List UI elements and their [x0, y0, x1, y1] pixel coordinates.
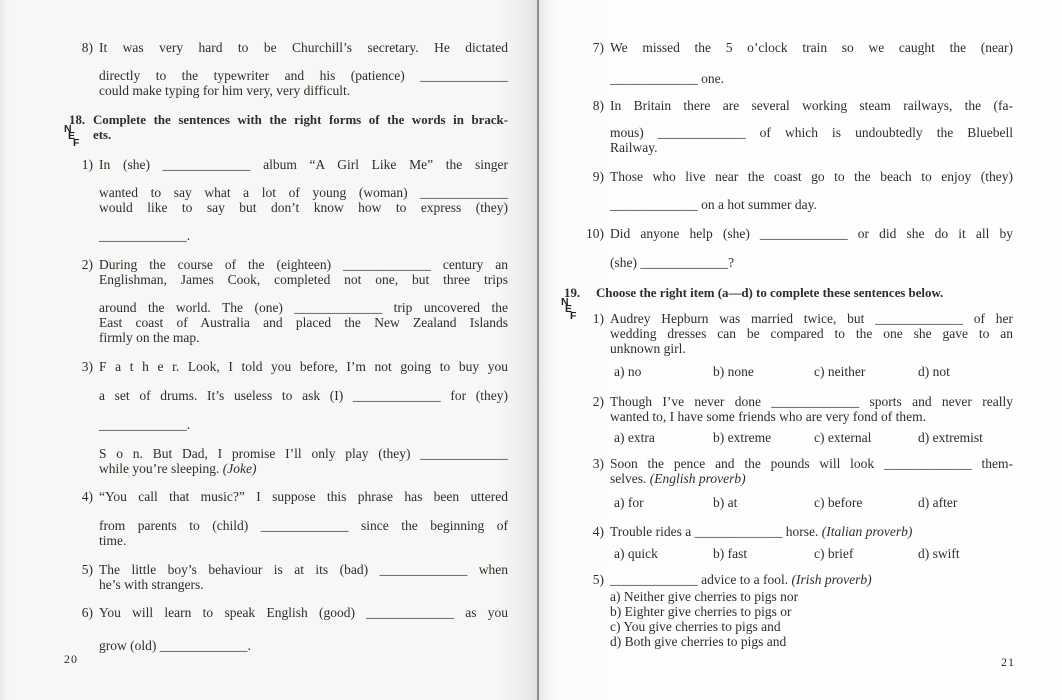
option-b: b) none: [713, 364, 754, 379]
item-line: wanted to, I have some friends who are very fond of them.: [610, 409, 927, 424]
item-line: [610, 572, 1013, 587]
page-number-right: 21: [1001, 655, 1015, 669]
question-item-4: [592, 524, 1013, 561]
exercise-item-6: [81, 605, 508, 653]
item-line: “You call that music?” I suppose this phrase has been uttered: [99, 489, 508, 504]
option-d-line: d) Both give cherries to pigs and: [610, 634, 787, 649]
item-line: You will learn to speak English (good) _____________ as you: [99, 605, 508, 620]
item-line: We missed the 5 o’clock train so we caught the (near): [610, 40, 1013, 55]
option-d: d) not: [918, 364, 950, 379]
option-d: d) extremist: [918, 430, 983, 445]
nef-letter-n: N: [64, 123, 72, 135]
option-a: a) no: [614, 364, 642, 379]
item-line: wedding dresses can be compared to the one she gave to an: [610, 326, 1013, 341]
item-line-text: Trouble rides a _____________ horse.: [610, 524, 822, 539]
option-d: d) swift: [918, 546, 960, 561]
option-c: c) before: [814, 495, 863, 510]
item-line: [99, 461, 508, 476]
exercise-item-8r: [592, 98, 1013, 155]
item-line: Railway.: [610, 140, 658, 155]
question-item-3: [592, 456, 1013, 510]
options-row: [610, 364, 1013, 379]
option-b: b) at: [713, 495, 738, 510]
item-line-text: selves.: [610, 471, 650, 486]
item-number: 8): [81, 40, 93, 55]
item-line: unknown girl.: [610, 341, 686, 356]
item-line: Did anyone help (she) _____________ or did she do it all by: [610, 226, 1013, 241]
option-a: a) extra: [614, 430, 655, 445]
section-number: 19.: [564, 286, 581, 300]
item-line: _____________ one.: [610, 71, 724, 86]
nef-letter-f: F: [73, 137, 80, 149]
item-number: 6): [81, 605, 93, 620]
item-number: 5): [81, 562, 93, 577]
option-a: a) for: [614, 495, 644, 510]
item-number: 2): [592, 394, 604, 409]
item-line-text: _____________ advice to a fool.: [610, 572, 792, 587]
item-number: 4): [592, 524, 604, 539]
exercise-item-1: [81, 157, 508, 243]
exercise-item-9: [592, 169, 1013, 212]
option-a-line: a) Neither give cherries to pigs nor: [610, 589, 799, 604]
option-a: a) quick: [614, 546, 658, 561]
item-line: [610, 471, 1013, 486]
item-line: Englishman, James Cook, completed not one, but three trips: [99, 272, 508, 287]
nef-letter-e: E: [565, 303, 573, 315]
section-number: 18.: [69, 113, 86, 127]
item-line: firmly on the map.: [99, 330, 200, 345]
item-line: time.: [99, 533, 127, 548]
item-line: a set of drums. It’s useless to ask (I) _____________ for (they): [99, 388, 508, 403]
item-number: 8): [592, 98, 604, 113]
item-line: The little boy’s behaviour is at its (bad) _____________ when: [99, 562, 508, 577]
item-line: In (she) _____________ album “A Girl Like Me” the singer: [99, 157, 508, 172]
item-number: 2): [81, 257, 93, 272]
section-heading-line: Choose the right item (a—d) to complete these sentences below.: [596, 286, 944, 300]
item-line: [610, 524, 1013, 539]
section-heading-18: [69, 113, 508, 143]
item-line-italic: (Joke): [222, 461, 257, 476]
item-line: he’s with strangers.: [99, 577, 204, 592]
item-line: Those who live near the coast go to the beach to enjoy (they): [610, 169, 1013, 184]
item-line: grow (old) _____________.: [99, 638, 251, 653]
item-line: It was very hard to be Churchill’s secretary. He dictated: [99, 40, 508, 55]
item-number: 4): [81, 489, 93, 504]
item-line-italic: (Irish proverb): [791, 572, 872, 587]
options-row: [610, 495, 1013, 510]
exercise-item-2: [81, 257, 508, 345]
option-c: c) neither: [814, 364, 866, 379]
option-b: b) fast: [713, 546, 748, 561]
options-row: [610, 430, 1013, 445]
item-line: could make typing for him very, very difficult.: [99, 83, 351, 98]
item-line: would like to say but don’t know how to express (they): [99, 200, 508, 215]
option-c: c) external: [814, 430, 872, 445]
item-line: East coast of Australia and placed the New Zealand Islands: [99, 315, 508, 330]
item-line: wanted to say what a lot of young (woman) _____________: [99, 185, 508, 200]
item-number: 1): [592, 311, 604, 326]
nef-letter-e: E: [68, 130, 76, 142]
item-line: Soon the pence and the pounds will look _____________ them-: [610, 456, 1013, 471]
item-line-italic: (English proverb): [649, 471, 746, 486]
item-line: from parents to (child) _____________ since the beginning of: [99, 518, 508, 533]
exercise-item-8: [81, 40, 508, 98]
item-line: In Britain there are several working steam railways, the (fa-: [610, 98, 1013, 113]
nef-marker-icon: [561, 297, 581, 325]
item-line: Though I’ve never done _____________ sports and never really: [610, 394, 1013, 409]
section-heading-19: [564, 286, 1013, 301]
question-item-1: [592, 311, 1013, 379]
item-line: (she) _____________?: [610, 255, 735, 270]
item-line: F a t h e r. Look, I told you before, I’m not going to buy you: [99, 359, 508, 374]
page-right-content: [564, 40, 1013, 649]
item-number: 9): [592, 169, 604, 184]
page-number-left: 20: [64, 652, 78, 666]
page-left-content: [69, 40, 508, 653]
item-number: 7): [592, 40, 604, 55]
blank-line: _____________.: [99, 417, 191, 432]
item-line-italic: (Italian proverb): [821, 524, 913, 539]
item-number: 1): [81, 157, 93, 172]
nef-letter-n: N: [561, 296, 569, 308]
item-line: During the course of the (eighteen) _____________ century an: [99, 257, 508, 272]
section-heading-line: ets.: [93, 128, 112, 142]
option-c: c) brief: [814, 546, 854, 561]
blank-line: _____________.: [99, 228, 191, 243]
option-b-line: b) Eighter give cherries to pigs or: [610, 604, 792, 619]
exercise-item-4: [81, 489, 508, 548]
exercise-item-10: [586, 226, 1013, 270]
exercise-item-3: [81, 359, 508, 476]
item-line: Audrey Hepburn was married twice, but _____________ of her: [610, 311, 1013, 326]
option-d: d) after: [918, 495, 958, 510]
exercise-item-5: [81, 562, 508, 592]
item-line: directly to the typewriter and his (patience) _____________: [99, 68, 508, 83]
option-b: b) extreme: [713, 430, 772, 445]
item-line: _____________ on a hot summer day.: [610, 197, 817, 212]
item-number: 3): [81, 359, 93, 374]
page-right: [539, 0, 1062, 700]
option-c-line: c) You give cherries to pigs and: [610, 619, 781, 634]
options-row: [610, 546, 1013, 561]
item-line: S o n. But Dad, I promise I’ll only play (they) _____________: [99, 446, 508, 461]
nef-marker-icon: [64, 124, 84, 152]
question-item-2: [592, 394, 1013, 445]
item-number: 5): [592, 572, 604, 587]
section-heading-line: Complete the sentences with the right forms of the words in brack-: [93, 113, 508, 127]
question-item-5: [592, 572, 1013, 649]
item-number: 3): [592, 456, 604, 471]
item-line-text: while you’re sleeping.: [99, 461, 223, 476]
item-number: 10): [586, 226, 604, 241]
item-line: around the world. The (one) _____________ trip uncovered the: [99, 300, 508, 315]
item-line: mous) _____________ of which is undoubtedly the Bluebell: [610, 125, 1013, 140]
exercise-item-7: [592, 40, 1013, 86]
nef-letter-f: F: [570, 310, 577, 322]
